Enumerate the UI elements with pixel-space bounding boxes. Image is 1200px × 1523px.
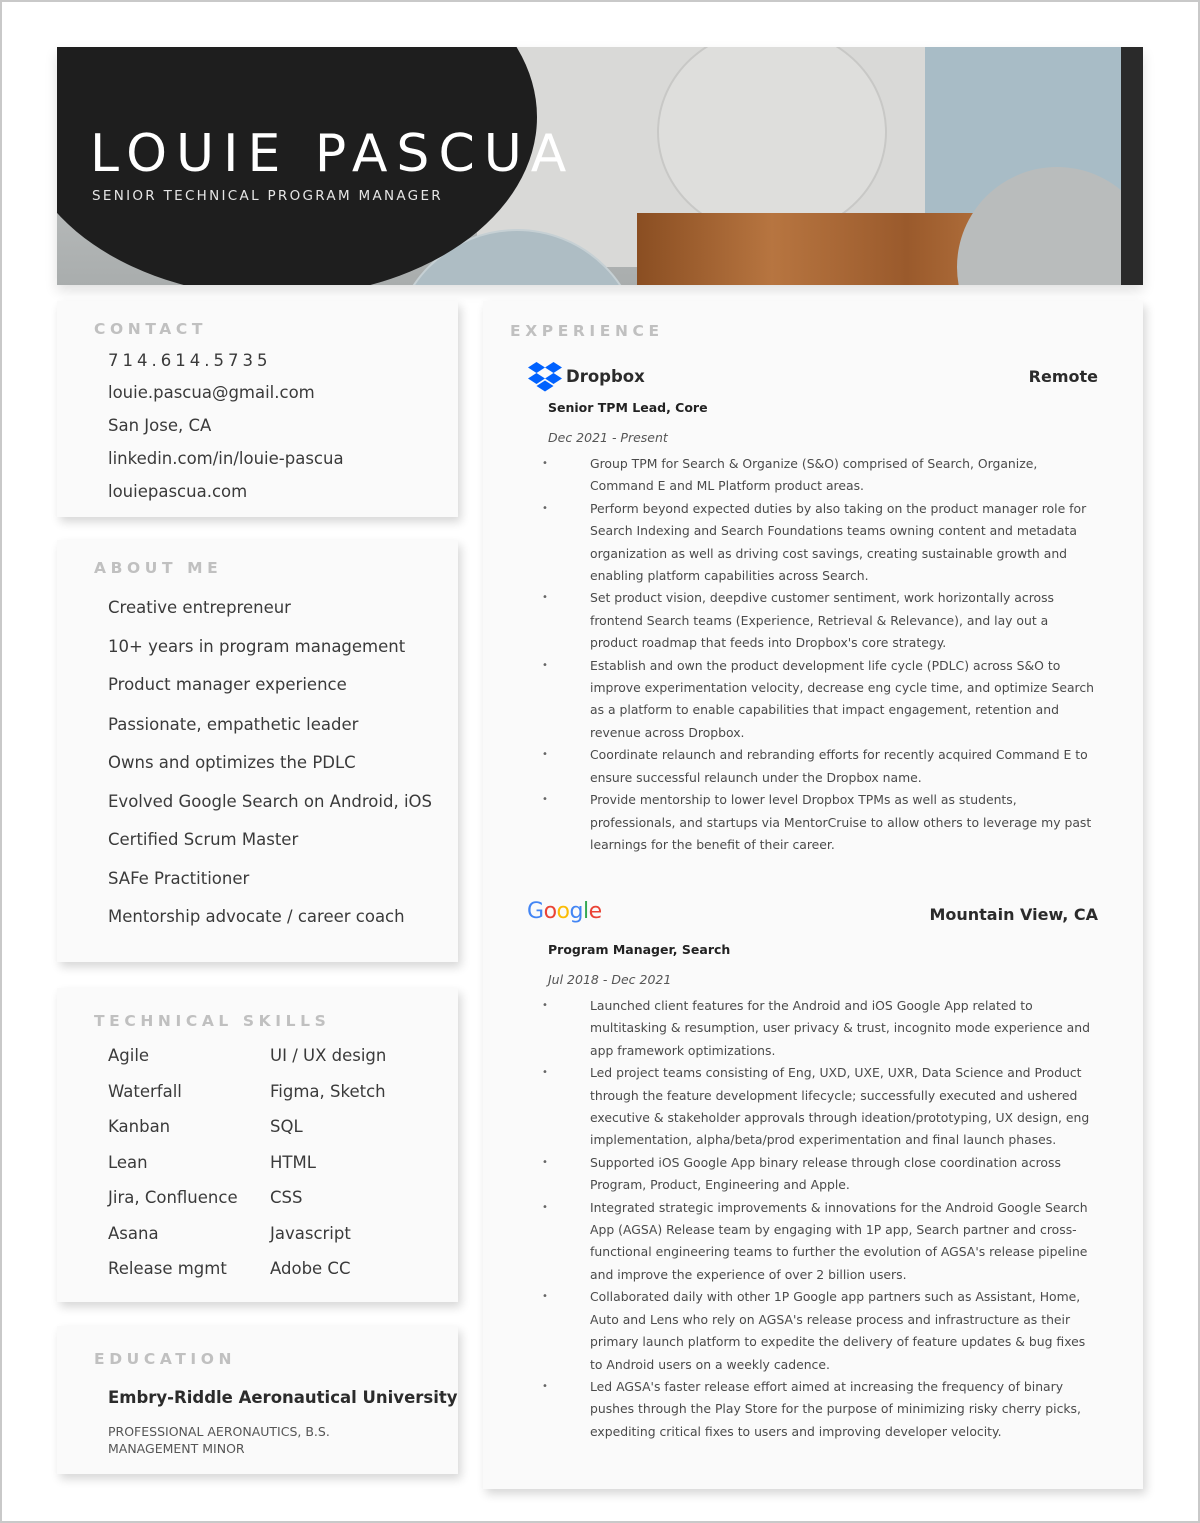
skill-item: Javascript: [270, 1224, 351, 1243]
contact-email[interactable]: louie.pascua@gmail.com: [108, 383, 315, 402]
bullet-icon: •: [542, 794, 548, 806]
list-item: [538, 1376, 1098, 1443]
experience-card: [483, 301, 1143, 1489]
google-logo: Google: [527, 899, 602, 924]
bullet-icon: •: [542, 749, 548, 761]
bullet-icon: •: [542, 592, 548, 604]
bullet-icon: •: [542, 1201, 548, 1213]
list-item: [538, 1197, 1098, 1287]
job-bullets: [538, 453, 1098, 856]
about-item: Mentorship advocate / career coach: [108, 907, 405, 926]
about-item: 10+ years in program management: [108, 637, 406, 656]
dropbox-icon: [528, 362, 562, 392]
bullet-icon: •: [542, 458, 548, 469]
skill-item: Agile: [108, 1046, 150, 1065]
about-item: SAFe Practitioner: [108, 869, 250, 888]
skill-item: Jira, Confluence: [108, 1188, 238, 1207]
contact-title: CONTACT: [94, 320, 208, 338]
contact-location: San Jose, CA: [108, 416, 212, 435]
education-school: Embry-Riddle Aeronautical University: [108, 1388, 458, 1407]
bullet-text: Collaborated daily with other 1P Google app partners such as Assistant, Home, Auto and Lens who rely on AGSA's release process and infrastructure as their primary launch platform to expedite the delivery of feature updates & bug fixes to Android users on a weekly cadence.: [590, 1289, 1086, 1372]
bullet-text: Led project teams consisting of Eng, UXD, UXE, UXR, Data Science and Product through the feature development lifecycle; successfully executed and ushered executive & stakeholder approvals through ideation/prototyping, UX design, eng implementation, alpha/beta/prod experimentation and final launch phases.: [590, 1065, 1090, 1148]
list-item: [538, 655, 1098, 745]
bullet-text: Supported iOS Google App binary release through close coordination across Program, Product, Engineering and Apple.: [590, 1154, 1061, 1193]
skill-item: HTML: [270, 1153, 316, 1172]
skill-item: Release mgmt: [108, 1259, 227, 1278]
job-bullets: [538, 995, 1098, 1443]
education-card: [57, 1326, 458, 1474]
list-item: [538, 789, 1098, 856]
about-item: Certified Scrum Master: [108, 830, 299, 849]
list-item: [538, 453, 1098, 498]
about-item: Creative entrepreneur: [108, 598, 291, 617]
bullet-icon: •: [542, 502, 548, 514]
list-item: [538, 744, 1098, 789]
bullet-text: Provide mentorship to lower level Dropbox TPMs as well as students, professionals, and startups via MentorCruise to allow others to leverage my past learnings for the benefit of their career.: [590, 792, 1092, 852]
experience-title: EXPERIENCE: [510, 322, 664, 340]
job-title: Program Manager, Search: [548, 942, 731, 957]
about-card: [57, 540, 458, 962]
banner-dark-edge: [1121, 47, 1143, 285]
bullet-icon: •: [542, 1380, 548, 1392]
job-dates: Dec 2021 - Present: [548, 430, 668, 445]
skill-item: Waterfall: [108, 1082, 182, 1101]
list-item: [538, 587, 1098, 654]
bullet-text: Set product vision, deepdive customer sentiment, work horizontally across frontend Search teams (Experience, Retrieval & Relevance), and lay out a product roadmap that feeds into Dropbox's core strategy.: [590, 590, 1055, 651]
skill-item: UI / UX design: [270, 1046, 387, 1065]
skills-card: [57, 988, 458, 1302]
bullet-icon: •: [542, 1156, 548, 1168]
education-title: EDUCATION: [94, 1350, 237, 1368]
job-dates: Jul 2018 - Dec 2021: [548, 972, 672, 987]
skill-item: CSS: [270, 1188, 303, 1207]
education-degree: PROFESSIONAL AERONAUTICS, B.S.: [108, 1424, 330, 1439]
bullet-text: Coordinate relaunch and rebranding efforts for recently acquired Command E to ensure successful relaunch under the Dropbox name.: [590, 747, 1088, 785]
about-item: Product manager experience: [108, 675, 347, 694]
bullet-text: Launched client features for the Android and iOS Google App related to multitasking & resumption, user privacy & trust, incognito mode experience and app framework optimizations.: [590, 998, 1090, 1058]
skill-item: Lean: [108, 1153, 148, 1172]
contact-card: [57, 301, 458, 517]
contact-linkedin[interactable]: linkedin.com/in/louie-pascua: [108, 449, 344, 468]
bullet-icon: •: [542, 1291, 548, 1303]
skills-title: TECHNICAL SKILLS: [94, 1012, 331, 1030]
about-item: Passionate, empathetic leader: [108, 715, 359, 734]
list-item: [538, 498, 1098, 588]
bullet-icon: •: [542, 1000, 548, 1011]
education-minor: MANAGEMENT MINOR: [108, 1441, 245, 1456]
skill-item: SQL: [270, 1117, 303, 1136]
bullet-text: Integrated strategic improvements & innovations for the Android Google Search App (AGSA) Release team by engaging with 1P app, Search partner and cross-functional engineering teams to further the evolution of AGSA's release pipeline and improve the experience of over 2 billion users.: [590, 1199, 1088, 1282]
bullet-text: Group TPM for Search & Organize (S&O) comprised of Search, Organize, Command E and ML Platform product areas.: [590, 456, 1038, 494]
skill-item: Figma, Sketch: [270, 1082, 386, 1101]
bullet-text: Led AGSA's faster release effort aimed at increasing the frequency of binary pushes through the Play Store for the purpose of minimizing risky cherry picks, expediting critical fixes to users and improving developer velocity.: [590, 1378, 1081, 1439]
bullet-text: Establish and own the product development life cycle (PDLC) across S&O to improve experimentation velocity, decrease eng cycle time, and optimize Search as a platform to enable capabilities that impact engagement, retention and revenue across Dropbox.: [590, 657, 1095, 740]
skill-item: Kanban: [108, 1117, 171, 1136]
bullet-icon: •: [542, 1067, 548, 1079]
list-item: [538, 995, 1098, 1062]
company-name: Dropbox: [566, 367, 645, 386]
about-item: Owns and optimizes the PDLC: [108, 753, 356, 772]
list-item: [538, 1286, 1098, 1376]
job-location: Mountain View, CA: [929, 905, 1098, 924]
bullet-icon: •: [542, 659, 548, 671]
about-title: ABOUT ME: [94, 559, 223, 577]
job-location: Remote: [1028, 367, 1098, 386]
resume-name: LOUIE PASCUA: [90, 124, 576, 184]
header-banner: [57, 47, 1143, 285]
list-item: [538, 1152, 1098, 1197]
job-title: Senior TPM Lead, Core: [548, 400, 708, 415]
bullet-text: Perform beyond expected duties by also taking on the product manager role for Search Indexing and Search Foundations teams owning content and metadata organization as well as driving cost savings, creating sustainable growth and enabling platform capabilities across Search.: [590, 500, 1087, 584]
skill-item: Adobe CC: [270, 1259, 351, 1278]
contact-phone[interactable]: 714.614.5735: [108, 351, 272, 370]
skill-item: Asana: [108, 1224, 159, 1243]
resume-role: SENIOR TECHNICAL PROGRAM MANAGER: [92, 188, 443, 204]
about-item: Evolved Google Search on Android, iOS: [108, 792, 432, 811]
contact-website[interactable]: louiepascua.com: [108, 482, 248, 501]
list-item: [538, 1062, 1098, 1152]
